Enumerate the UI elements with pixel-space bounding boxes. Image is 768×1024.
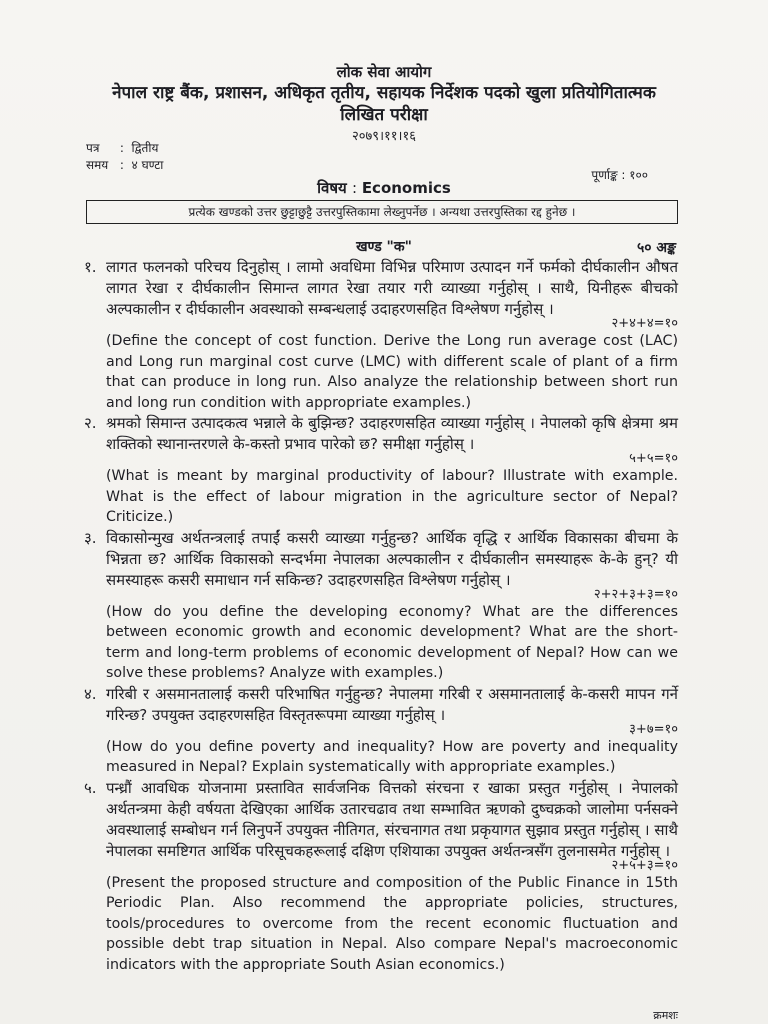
time-row: समय : ४ घण्टा — [86, 158, 164, 172]
question-number: ५. — [84, 778, 97, 797]
question-text-nepali: श्रमको सिमान्त उत्पादकत्व भन्नाले के बुझिन्छ? उदाहरणसहित व्याख्या गर्नुहोस् । नेपालको कृषि क्षेत्रमा श्रम शक्तिको स्थानान्तरणले के-कस्तो प्रभाव पारेको छ? समीक्षा गर्नुहोस् । — [106, 414, 678, 453]
subject-label: विषय — [317, 179, 347, 197]
commission-name: लोक सेवा आयोग — [336, 63, 432, 81]
question-3 — [84, 528, 678, 684]
question-5 — [84, 778, 678, 976]
exam-date: २०७९।११।१६ — [352, 129, 416, 144]
section-marks: ५० अङ्क — [637, 240, 676, 256]
question-text-nepali: विकासोन्मुख अर्थतन्त्रलाई तपाईं कसरी व्याख्या गर्नुहुन्छ? आर्थिक वृद्धि र आर्थिक विकासका बीचमा के भिन्नता छ? आर्थिक विकासको सन्दर्भमा नेपालका अल्पकालीन र दीर्घकालीन समस्याहरू के-के हुन्? यी समस्याहरू कसरी समाधान गर्न सकिन्छ? उदाहरणसहित विश्लेषण गर्नुहोस् । — [106, 528, 678, 589]
subject-line: विषय : Economics — [317, 179, 451, 197]
exam-type: लिखित परीक्षा — [340, 105, 428, 125]
exam-title: नेपाल राष्ट्र बैंक, प्रशासन, अधिकृत तृतीय, सहायक निर्देशक पदको खुला प्रतियोगितात्मक — [112, 83, 656, 103]
question-list — [84, 257, 678, 975]
question-2 — [84, 413, 678, 528]
question-text-english: (Define the concept of cost function. Derive the Long run average cost (LAC) and Long run marginal cost curve (LMC) with different scale of plant of a firm that can produce in long run. Also analyze the relationship between short run and long run condition with appropriate examples.) — [106, 333, 678, 411]
question-marks: २+५+३=१० — [611, 857, 678, 873]
question-number: २. — [84, 414, 97, 432]
time-label: समय — [86, 158, 109, 172]
question-text-nepali: पन्ध्रौं आवधिक योजनामा प्रस्तावित सार्वजनिक वित्तको संरचना र खाका प्रस्तुत गर्नुहोस् । नेपालको अर्थतन्त्रमा केही वर्षयता देखिएका आर्थिक उतारचढाव तथा सम्भावित ऋणको दुष्चक्रको जालोमा पर्नसक्ने अवस्थालाई सम्बोधन गर्न लिनुपर्ने उपयुक्त नीतिगत, संरचनागत तथा प्रकृयागत सुझाव प्रस्तुत गर्नुहोस् । साथै नेपालका समष्टिगत आर्थिक परिसूचकहरूलाई दक्षिण एशियाका उपयुक्त अर्थतन्त्रसँग तुलनासमेत गर्नुहोस् । — [106, 778, 678, 860]
paper-row: पत्र : द्वितीय — [86, 141, 159, 155]
question-text-nepali: गरिबी र असमानतालाई कसरी परिभाषित गर्नुहुन्छ? नेपालमा गरिबी र असमानतालाई के-कसरी मापन गर्ने गरिन्छ? उपयुक्त उदाहरणसहित विस्तृतरूपमा व्याख्या गर्नुहोस् । — [106, 684, 678, 724]
question-1 — [84, 257, 678, 413]
question-number: ४. — [84, 684, 97, 703]
question-number: ३. — [84, 528, 97, 547]
paper-value: द्वितीय — [131, 141, 159, 155]
question-marks: २+४+४=१० — [611, 316, 678, 331]
question-number: १. — [84, 258, 97, 276]
question-marks: २+२+३+३=१० — [593, 586, 678, 602]
question-text-english: (How do you define the developing economy? What are the differences between economic growth and economic development? What are the short-term and long-term problems of economic development of Nepal? How can we solve these problems? Analyze with examples.) — [106, 603, 678, 681]
continued-note: क्रमशः — [653, 1009, 678, 1022]
question-text-english: (What is meant by marginal productivity of labour? Illustrate with example. What is the effect of labour migration in the agriculture sector of Nepal? Criticize.) — [106, 468, 678, 525]
time-value: ४ घण्टा — [131, 158, 164, 172]
question-text-english: (Present the proposed structure and composition of the Public Finance in 15th Periodic Plan. Also recommend the appropriate policies, structures, tools/procedures to overcome from the recent economic fluctuation and possible debt trap situation in Nepal. Also compare Nepal's macroeconomic indicators with the appropriate South Asian economics.) — [106, 874, 678, 973]
question-marks: ५+५=१० — [629, 451, 678, 466]
exam-meta — [86, 140, 163, 174]
question-marks: ३+७=१० — [629, 721, 678, 737]
subject-value: Economics — [361, 179, 451, 197]
section-title: खण्ड "क" — [356, 239, 412, 255]
question-4 — [84, 684, 678, 778]
full-marks: पूर्णाङ्क : १०० — [591, 168, 648, 182]
question-text-nepali: लागत फलनको परिचय दिनुहोस् । लामो अवधिमा विभिन्न परिमाण उत्पादन गर्ने फर्मको दीर्घकालीन औषत लागत रेखा र दीर्घकालीन सिमान्त लागत रेखा तयार गरी व्याख्या गर्नुहोस् । साथै, यिनीहरू बीचको अल्पकालीन र दीर्घकालीन अवस्थाको सम्बन्धलाई उदाहरणसहित विश्लेषण गर्नुहोस् । — [106, 258, 678, 318]
question-text-english: (How do you define poverty and inequality? How are poverty and inequality measured in Nepal? Explain systematically with appropriate examples.) — [106, 738, 678, 775]
instruction-box: प्रत्येक खण्डको उत्तर छुट्टाछुट्टै उत्तरपुस्तिकामा लेख्नुपर्नेछ । अन्यथा उत्तरपुस्तिका रद्द हुनेछ । — [86, 200, 678, 224]
exam-header — [0, 62, 768, 146]
paper-label: पत्र — [86, 141, 100, 155]
